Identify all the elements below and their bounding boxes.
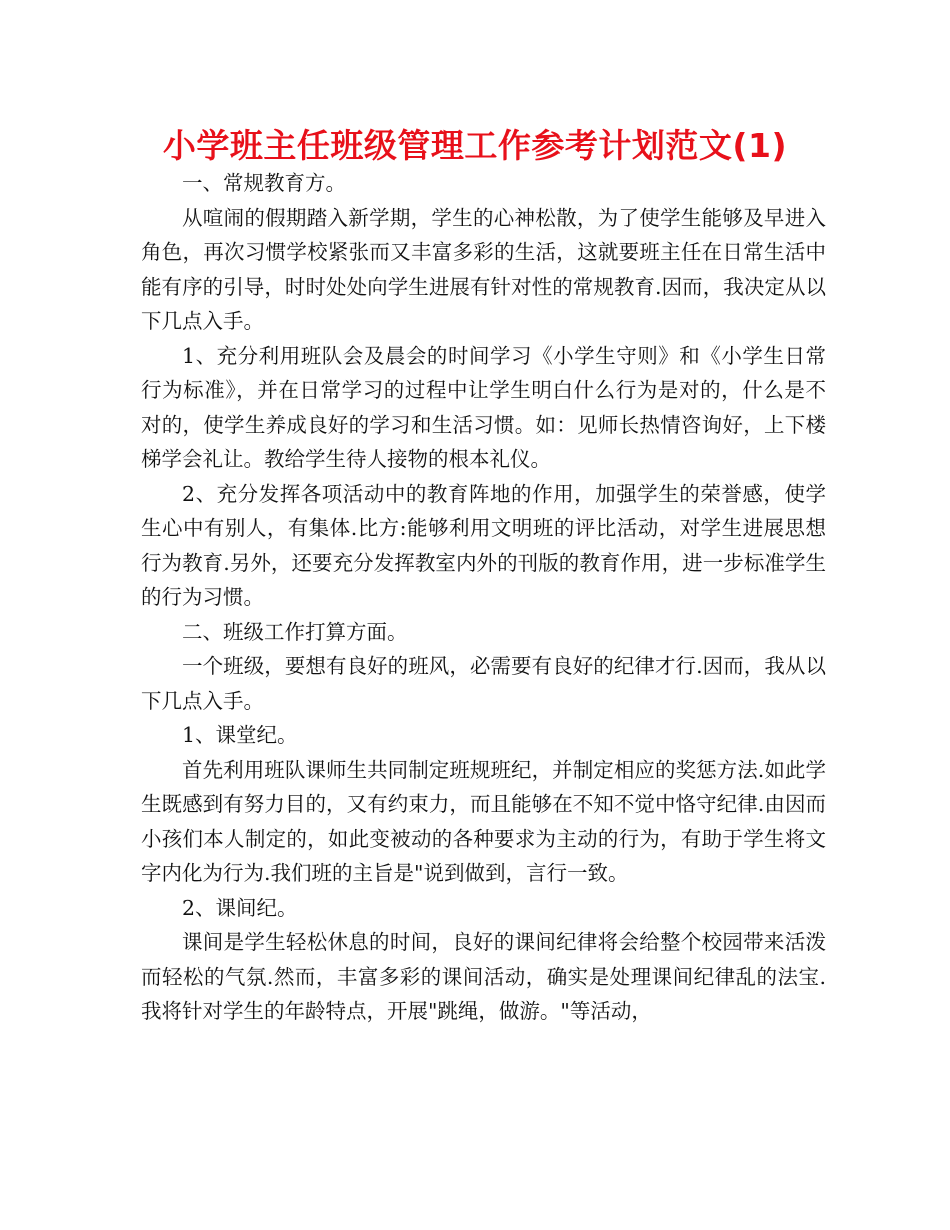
paragraph: 2、充分发挥各项活动中的教育阵地的作用，加强学生的荣誉感，使学生心中有别人，有集体.比方:能够利用文明班的评比活动，对学生进展思想行为教育.另外，还要充分发挥教室内外的刊版的教育作用，进一步标准学生的行为习惯。 [141, 481, 826, 609]
document-body [141, 166, 826, 1029]
paragraph: 课间是学生轻松休息的时间，良好的课间纪律将会给整个校园带来活泼而轻松的气氛.然而，丰富多彩的课间活动，确实是处理课间纪律乱的法宝.我将针对学生的年龄特点，开展"跳绳，做游。"等活动， [141, 930, 826, 1023]
document-title: 小学班主任班级管理工作参考计划范文(1) [162, 126, 788, 165]
paragraph: 一个班级，要想有良好的班风，必需要有良好的纪律才行.因而，我从以下几点入手。 [141, 654, 826, 713]
paragraph: 1、充分利用班队会及晨会的时间学习《小学生守则》和《小学生日常行为标准》，并在日常学习的过程中让学生明白什么行为是对的，什么是不对的，使学生养成良好的学习和生活习惯。如：见师长热情咨询好，上下楼梯学会礼让。教给学生待人接物的根本礼仪。 [141, 343, 826, 471]
paragraph: 首先利用班队课师生共同制定班规班纪，并制定相应的奖惩方法.如此学生既感到有努力目的，又有约束力，而且能够在不知不觉中恪守纪律.由因而小孩们本人制定的，如此变被动的各种要求为主动的行为，有助于学生将文字内化为行为.我们班的主旨是"说到做到，言行一致。 [141, 757, 826, 885]
paragraph: 2、课间纪。 [182, 895, 298, 920]
paragraph: 从喧闹的假期踏入新学期，学生的心神松散，为了使学生能够及早进入角色，再次习惯学校紧张而又丰富多彩的生活，这就要班主任在日常生活中能有序的引导，时时处处向学生进展有针对性的常规教育.因而，我决定从以下几点入手。 [141, 205, 826, 333]
paragraph: 1、课堂纪。 [182, 723, 298, 747]
paragraph: 一、常规教育方。 [182, 171, 346, 195]
paragraph: 二、班级工作打算方面。 [182, 619, 408, 644]
